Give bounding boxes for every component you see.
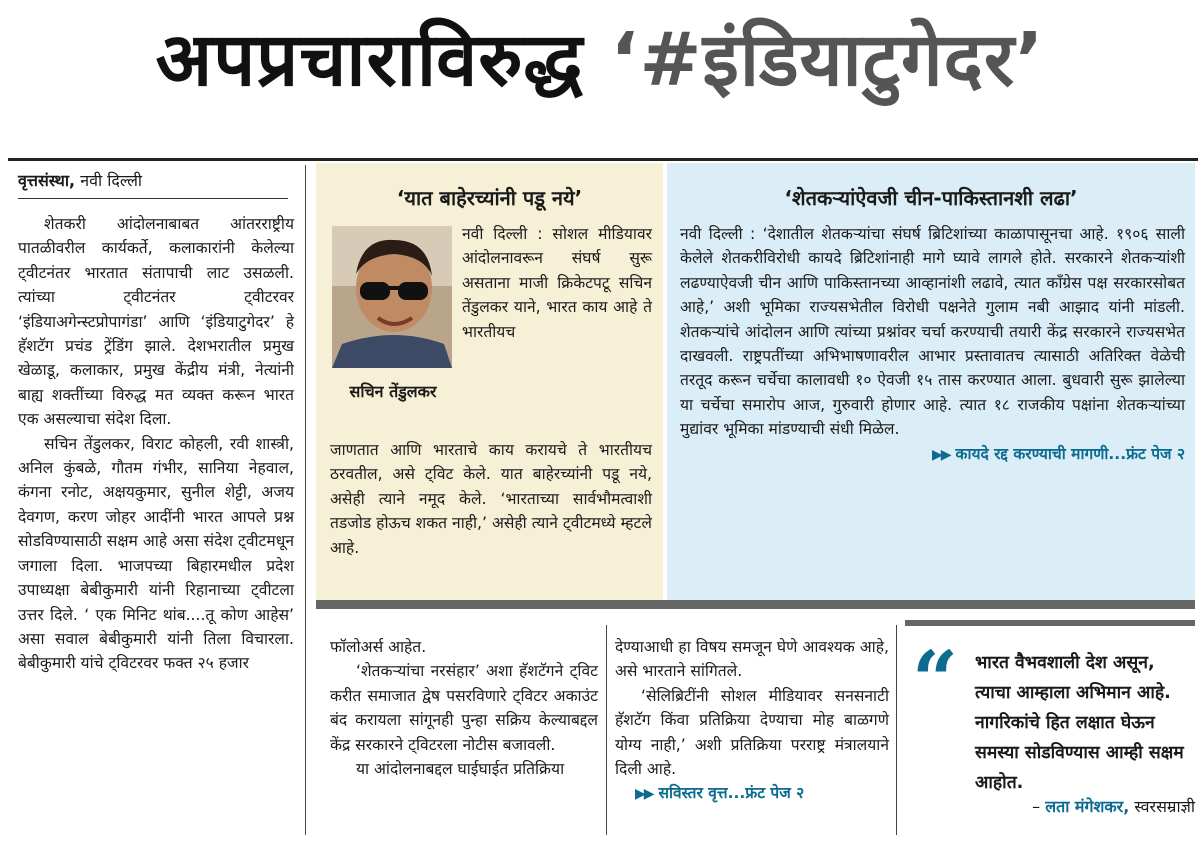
quote-text: भारत वैभवशाली देश असून, त्याचा आम्हाला अभिमान आहे. नागरिकांचे हित लक्षात घेऊन समस्या सोडविण्यास आम्ही सक्षम आहोत. (975, 653, 1184, 793)
double-arrow-icon: ▶▶ (932, 446, 950, 463)
story-paragraph: या आंदोलनाबद्दल घाईघाईत प्रतिक्रिया (356, 760, 565, 779)
headline-rule (8, 158, 1198, 161)
sachin-photo (332, 226, 452, 368)
sidebar-box-azad-paragraph: नवी दिल्ली : ‘देशातील शेतकऱ्यांचा संघर्ष ब्रिटिशांच्या काळापासूनचा आहे. १९०६ साली केलेले शेतकरीविरोधी कायदे ब्रिटिशांनाही मागे घ्यावे लागले होते. सरकारने शेतकऱ्यांशी लढण्याऐवजी चीन आणि पाकिस्तानच्या आव्हानांशी लढावे, त्यात काँग्रेस पक्ष सरकारसोबत आहे,’ अशी भूमिका राज्यसभेतील विरोधी पक्षनेते गुलाम नबी आझाद यांनी मांडली. शेतकऱ्यांचे आंदोलन आणि त्यांच्या प्रश्नांवर चर्चा करण्याची तयारी केंद्र सरकारने राज्यसभेत दाखवली. राष्ट्रपतींच्या अभिभाषणावरील आभार प्रस्तावातच त्यासाठी अतिरिक्त वेळेची तरतूद करून चर्चेचा कालावधी १० ऐवजी १५ तास करण्यात आला. बुधवारी सुरू झालेल्या या चर्चेचा समारोप आज, गुरुवारी होणार आहे. त्यात १८ राजकीय पक्षांना शेतकऱ्यांच्या मुद्यांवर भूमिका मांडण्याची संधी मिळेल. (680, 225, 1185, 439)
continuation-reference (615, 781, 889, 806)
sidebar-box-azad-title: ‘शेतकऱ्यांऐवजी चीन-पाकिस्तानशी लढा’ (784, 186, 1078, 210)
continuation-reference (680, 442, 1185, 467)
sidebar-box-sachin-paragraph: नवी दिल्ली : सोशल मीडियावर आंदोलनावरून संघर्ष सुरू असताना माजी क्रिकेटपटू सचिन तेंडुलकर याने, भारत काय आहे ते भारतीयच (462, 225, 652, 341)
main-story-column (18, 212, 294, 676)
headline (0, 10, 1200, 110)
story-paragraph: ‘शेतकऱ्यांचा नरसंहार’ अशा हॅशटॅगने ट्विट करीत समाजात द्वेष पसरविणारे ट्विटर अकाउंट बंद करायला सांगूनही पुन्हा सक्रिय केल्याबद्दल केंद्र सरकारने ट्विटरला नोटीस बजावली. (330, 662, 598, 754)
dateline (18, 168, 288, 199)
story-paragraph: देण्याआधी हा विषय समजून घेणे आवश्यक आहे, असे भारताने सांगितले. (615, 638, 889, 681)
headline-hashtag: ‘#इंडियाटुगेदर’ (610, 17, 1045, 103)
quote-author-title: स्वरसम्राज्ञी (1134, 797, 1195, 816)
continuation-reference-text: कायदे रद्द करण्याची मागणी...फ्रंट पेज २ (955, 444, 1185, 463)
sidebar-box-azad-text (680, 222, 1185, 467)
sidebar-box-sachin-paragraph: जाणतात आणि भारताचे काय करायचे ते भारतीयच ठरवतील, असे ट्विट केले. यात बाहेरच्यांनी पडू नये, असेही त्याने नमूद केले. ‘भारताच्या सार्वभौमत्वाशी तडजोड होऊच शकत नाही,’ असेही त्याने ट्वीटमध्ये म्हटले आहे. (330, 441, 652, 557)
continuation-reference-text: सविस्तर वृत्त...फ्रंट पेज २ (658, 784, 805, 803)
story-paragraph: ‘सेलिब्रिटींनी सोशल मीडियावर सनसनाटी हॅशटॅग किंवा प्रतिक्रिया देण्याचा मोह बाळगणे योग्य नाही,’ अशी प्रतिक्रिया परराष्ट्र मंत्रालयाने दिली आहे. (615, 686, 889, 779)
column-divider (606, 625, 607, 835)
sidebar-box-sachin-text-continued (330, 438, 652, 560)
quote-mark-icon: “ (912, 633, 959, 727)
double-arrow-icon: ▶▶ (635, 786, 653, 803)
story-paragraph: फॉलोअर्स आहेत. (330, 638, 427, 656)
main-story-paragraph: सचिन तेंडुलकर, विराट कोहली, रवी शास्त्री, अनिल कुंबळे, गौतम गंभीर, सानिया नेहवाल, कंगना रनोट, अक्षयकुमार, सुनील शेट्टी, अजय देवगण, करण जोहर आदींनी भारत आपले प्रश्न सोडविण्यासाठी सक्षम आहे असा संदेश ट्वीटमधून जगाला दिला. भाजपच्या बिहारमधील प्रदेश उपाध्यक्षा बेबीकुमारी यांनी रिहानाच्या ट्वीटला उत्तर दिले. ‘ एक मिनिट थांब....तू कोण आहेस’ असा सवाल बेबीकुमारी यांनी तिला विचारला. बेबीकुमारी यांचे ट्विटरवर फक्त २५ हजार (18, 434, 294, 673)
column-divider (896, 625, 897, 835)
headline-text: अपप्रचाराविरुद्ध (155, 17, 584, 103)
column-divider (305, 165, 306, 835)
quote-dash: – (1032, 797, 1041, 816)
sachin-photo-caption: सचिन तेंडुलकर (349, 382, 437, 401)
story-column-3 (615, 635, 889, 807)
sidebar-box-sachin-title: ‘यात बाहेरच्यांनी पडू नये’ (396, 186, 583, 210)
story-column-2 (330, 635, 598, 781)
dateline-agency: वृत्तसंस्था, (18, 171, 76, 190)
main-story-paragraph: शेतकरी आंदोलनाबाबत आंतरराष्ट्रीय पातळीवरील कार्यकर्ते, कलाकारांनी केलेल्या ट्वीटनंतर भारतात संतापाची लाट उसळली. त्यांच्या ट्वीटनंतर ट्वीटरवर ‘इंडियाअगेन्स्टप्रोपागंडा’ आणि ‘इंडियाटुगेदर’ हे हॅशटॅग प्रचंड ट्रेंडिंग झाले. देशभरातील प्रमुख खेळाडू, कलाकार, प्रमुख केंद्रीय मंत्री, नेत्यांनी बाह्य शक्तींच्या विरुद्ध मत व्यक्त करून भारत एक असल्याचा संदेश दिला. (18, 215, 294, 429)
sidebar-box-sachin-text (462, 222, 652, 344)
quote-author: लता मंगेशकर, (1045, 797, 1130, 816)
dateline-place: नवी दिल्ली (80, 171, 143, 190)
box-bottom-rule (316, 600, 1195, 609)
quote-attribution (940, 795, 1195, 817)
